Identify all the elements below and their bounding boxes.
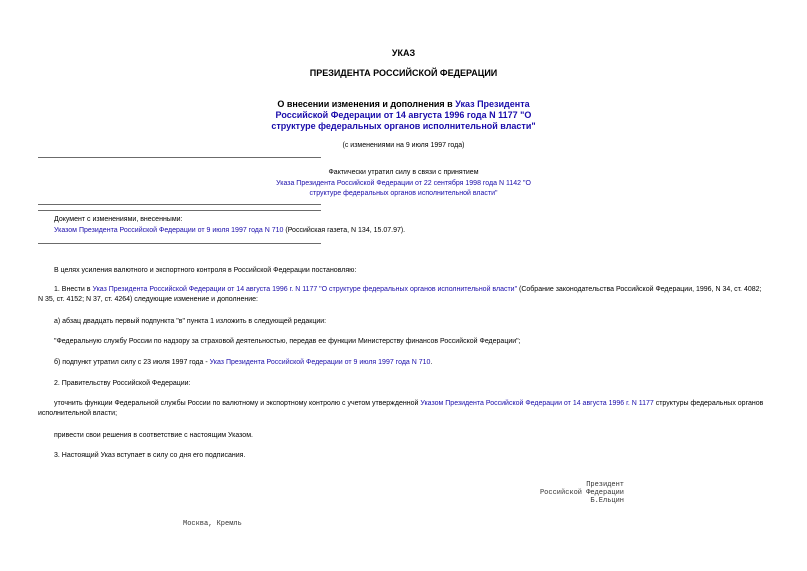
changes-link[interactable]: Указом Президента Российской Федерации от 9 июля 1997 года N 710 [54,227,284,234]
signature-name: Б.Ельцин [590,497,624,505]
p1-suffix: (Собрание законодательства Российской Федерации, 1996, N 34, ст. 4082; N 35, ст. 4152; N 37, ст. 4264) следующие изменение и дополнение: [38,286,762,303]
invalid-notice-link[interactable]: Указа Президента Российской Федерации от 22 сентября 1998 года N 1142 "О структуре федеральных органов исполнительной власти" [276,180,531,197]
p2a-prefix: уточнить функции Федеральной службы России по валютному и экспортному контролю с учетом утвержденной [54,400,421,407]
divider-box-top-2 [38,210,321,211]
p1-prefix: 1. Внести в [54,286,93,293]
changes-suffix: (Российская газета, N 134, 15.07.97). [283,227,406,234]
intro-paragraph: В целях усиления валютного и экспортного контроля в Российской Федерации постановляю: [54,267,357,274]
divider-box-top-1 [38,204,321,205]
signature-title: Президент [586,481,624,489]
document-issuer: ПРЕЗИДЕНТА РОССИЙСКОЙ ФЕДЕРАЦИИ [309,68,498,78]
signature-country: Российской Федерации [539,489,624,497]
pb-decree-link[interactable]: Указ Президента Российской Федерации от 9 июля 1997 года N 710 [209,359,431,366]
p1-decree-link[interactable]: Указ Президента Российской Федерации от 14 августа 1996 г. N 1177 "О структуре федеральных органов исполнительной власти" [92,286,518,293]
divider-box-bottom [38,243,321,244]
p2a-decree-link[interactable]: Указом Президента Российской Федерации от 14 августа 1996 г. N 1177 [420,400,654,407]
paragraph-3: 3. Настоящий Указ вступает в силу со дня его подписания. [54,452,246,459]
paragraph-a: а) абзац двадцать первый подпункта "в" пункта 1 изложить в следующей редакции: [54,318,327,325]
paragraph-1 [38,285,768,305]
paragraph-2: 2. Правительству Российской Федерации: [54,380,191,387]
p2a-suffix: структуры федеральных органов исполнительной власти; [38,400,764,417]
divider-top [38,157,321,158]
paragraph-b [38,358,768,368]
about-prefix: О внесении изменения и дополнения в [277,99,456,109]
changes-label: Документ с изменениями, внесенными: [54,216,183,223]
document-about [266,99,541,132]
revision-note: (с изменениями на 9 июля 1997 года) [342,142,465,149]
paragraph-2b: привести свои решения в соответствие с настоящим Указом. [54,432,253,439]
pb-suffix: . [430,359,433,366]
pb-prefix: б) подпункт утратил силу с 23 июля 1997 года - [54,359,210,366]
about-decree-link[interactable]: Указ Президента Российской Федерации от 14 августа 1996 года N 1177 "О структуре федеральных органов исполнительной власти" [271,99,536,131]
signature-block [520,481,624,505]
document-title: УКАЗ [391,48,416,58]
paragraph-quote: "Федеральную службу России по надзору за страховой деятельностью, передав ее функции Министерству финансов Российской Федерации"; [54,338,521,345]
signing-place: Москва, Кремль [183,520,242,528]
paragraph-2a [38,399,768,419]
changes-line [54,227,405,234]
invalid-notice-text: Фактически утратил силу в связи с принятием [328,169,479,176]
